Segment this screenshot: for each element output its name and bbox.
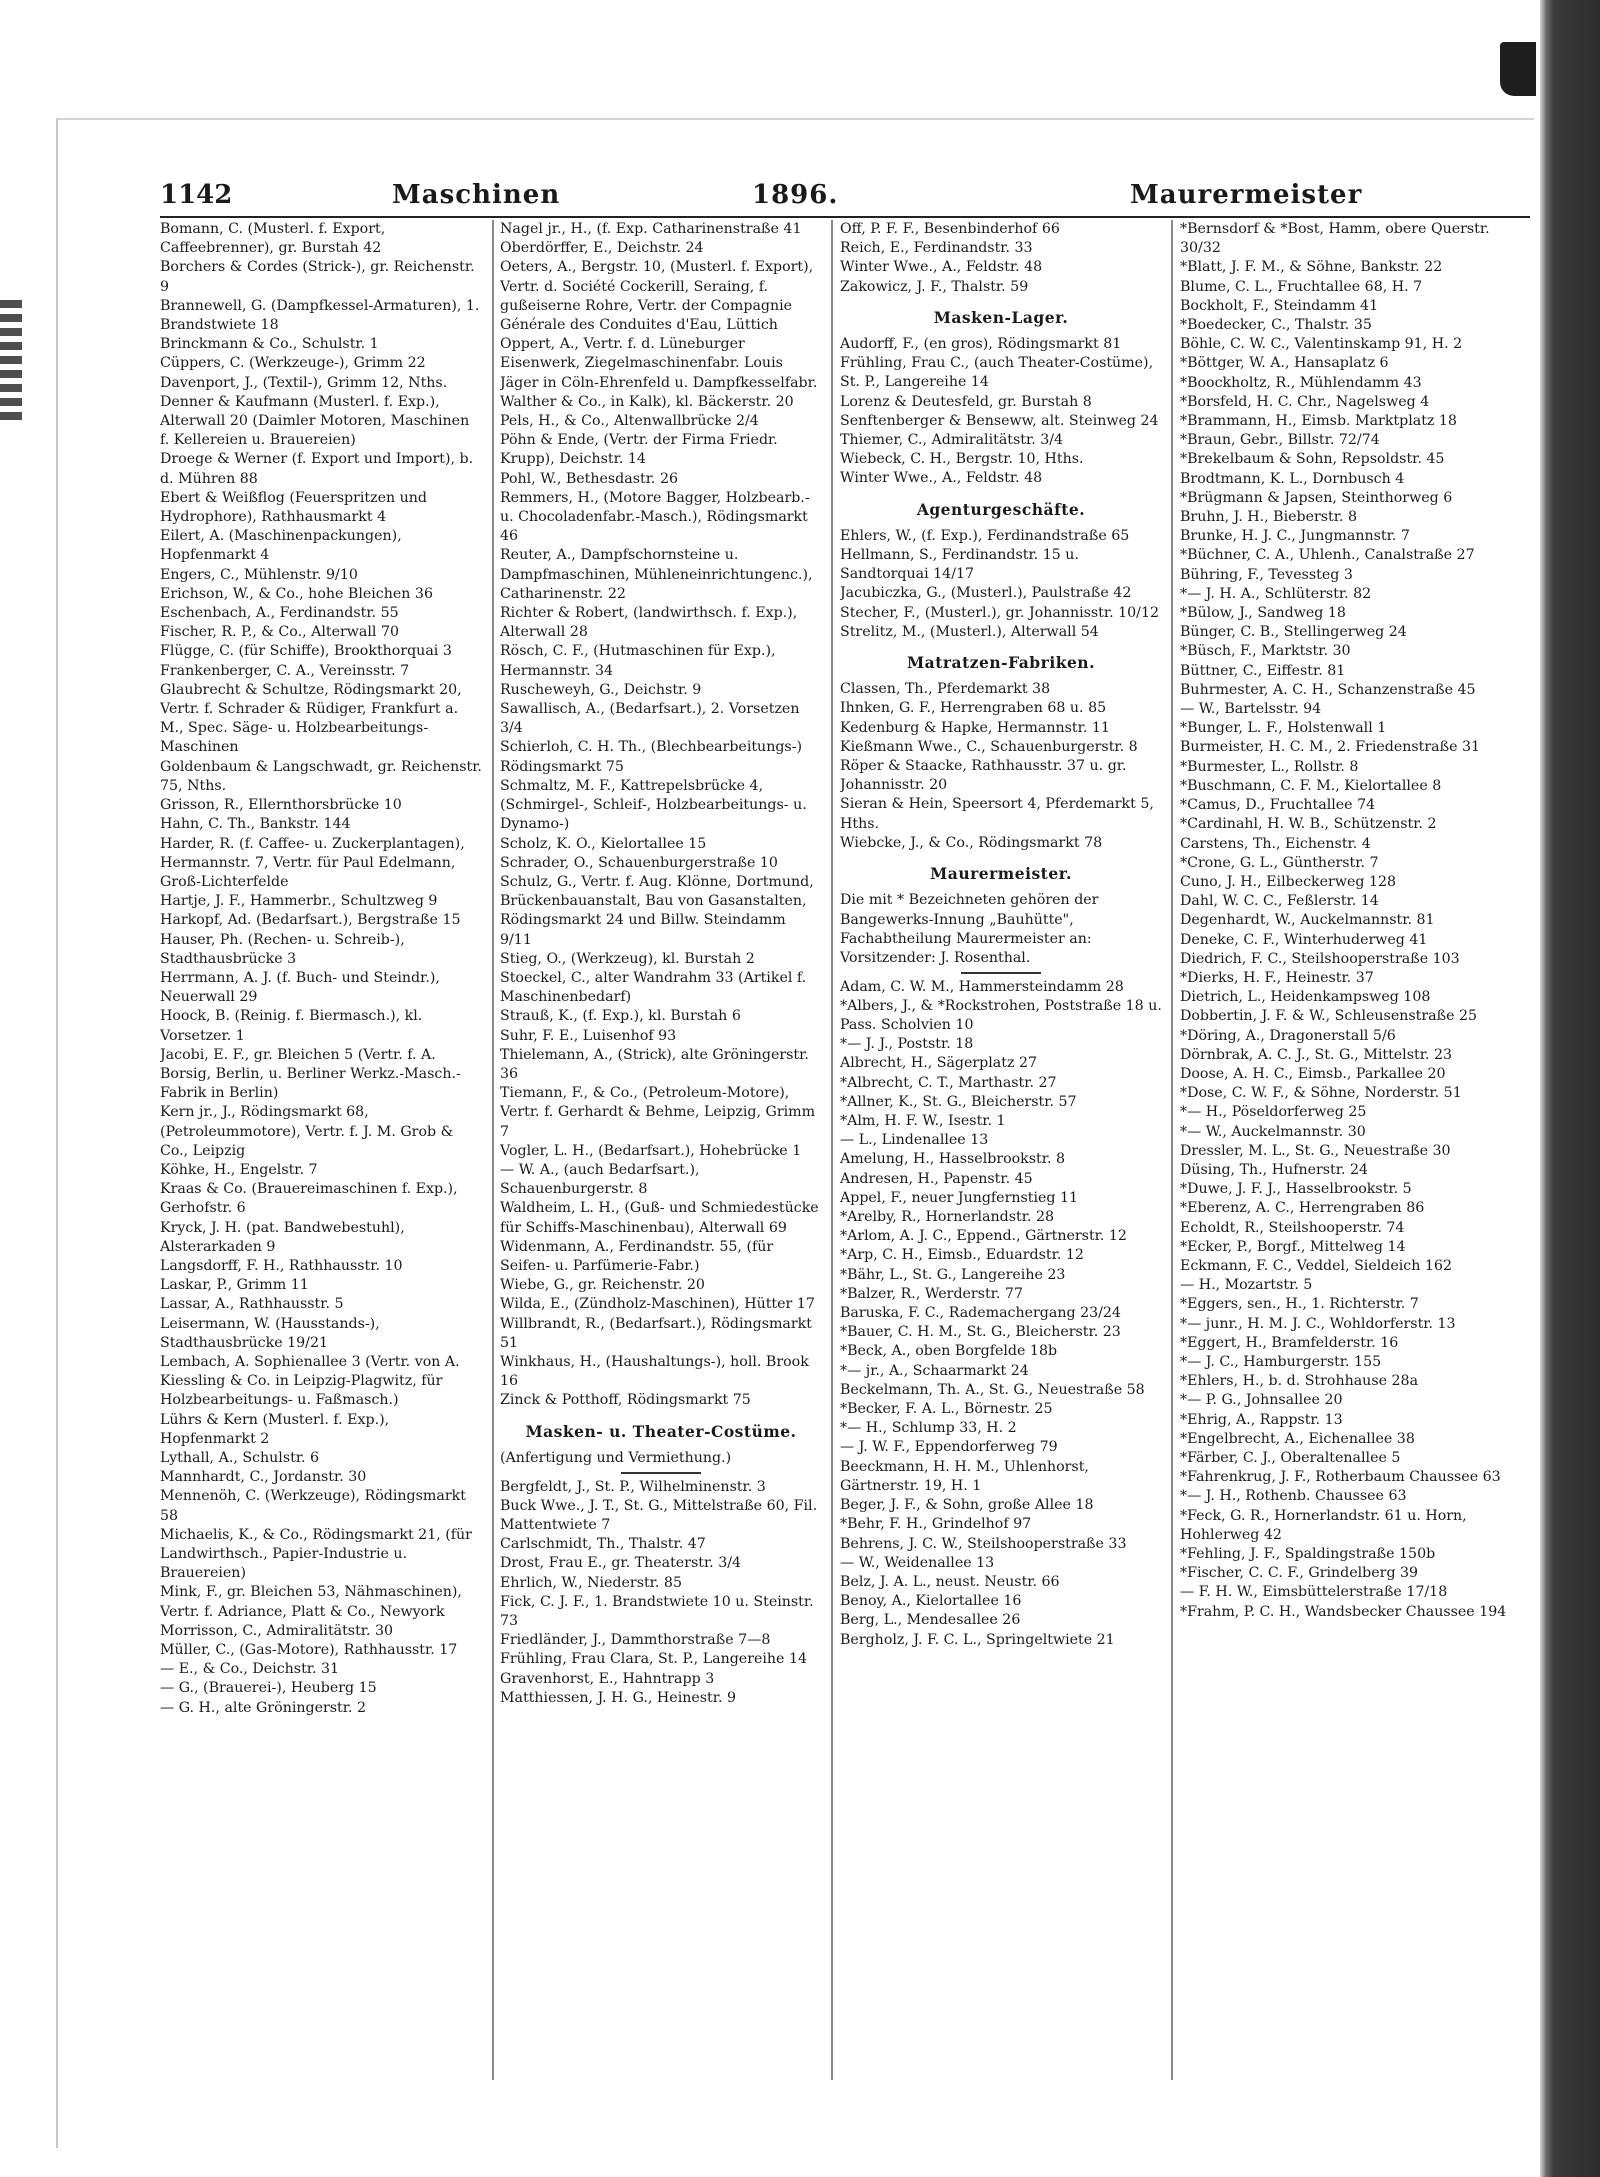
page-header bbox=[160, 180, 1530, 216]
directory-entry: *Ehlers, H., b. d. Strohhause 28a bbox=[1180, 1373, 1419, 1390]
directory-entry: Scholz, K. O., Kielortallee 15 bbox=[500, 835, 707, 852]
directory-entry: Albrecht, H., Sägerplatz 27 bbox=[840, 1055, 1038, 1072]
directory-entry: Büttner, C., Eiffestr. 81 bbox=[1180, 662, 1346, 679]
directory-entry: Brodtmann, K. L., Dornbusch 4 bbox=[1180, 470, 1405, 487]
directory-entry: *— J. C., Hamburgerstr. 155 bbox=[1180, 1353, 1382, 1370]
directory-entry: Bergholz, J. F. C. L., Springeltwiete 21 bbox=[840, 1631, 1115, 1648]
directory-entry: Frankenberger, C. A., Vereinsstr. 7 bbox=[160, 662, 410, 679]
directory-entry: *Arp, C. H., Eimsb., Eduardstr. 12 bbox=[840, 1247, 1084, 1264]
directory-entry: Müller, C., (Gas-Motore), Rathhausstr. 17 bbox=[160, 1642, 458, 1659]
directory-entry: *Engelbrecht, A., Eichenallee 38 bbox=[1180, 1430, 1415, 1447]
directory-entry: *— W., Auckelmannstr. 30 bbox=[1180, 1123, 1366, 1140]
directory-entry: Dörnbrak, A. C. J., St. G., Mittelstr. 23 bbox=[1180, 1046, 1452, 1063]
right-running-head: Maurermeister bbox=[1130, 180, 1363, 210]
directory-entry: *Arlom, A. J. C., Eppend., Gärtnerstr. 12 bbox=[840, 1228, 1127, 1245]
directory-entry: Ehrlich, W., Niederstr. 85 bbox=[500, 1574, 682, 1591]
directory-entry: *— P. G., Johnsallee 20 bbox=[1180, 1392, 1343, 1409]
directory-entry: — W. A., (auch Bedarfsart.), Schauenburgerstr. 8 bbox=[500, 1161, 700, 1198]
directory-entry: Andresen, H., Papenstr. 45 bbox=[840, 1170, 1033, 1187]
directory-entry: *Bauer, C. H. M., St. G., Bleicherstr. 23 bbox=[840, 1324, 1121, 1341]
directory-entry: Echoldt, R., Steilshooperstr. 74 bbox=[1180, 1219, 1405, 1236]
directory-entry: *Alm, H. F. W., Isestr. 1 bbox=[840, 1113, 1006, 1130]
column-1 bbox=[160, 220, 482, 2080]
directory-entry: Flügge, C. (für Schiffe), Brookthorquai 3 bbox=[160, 643, 452, 660]
directory-entry: Behrens, J. C. W., Steilshooperstraße 33 bbox=[840, 1535, 1127, 1552]
directory-entry: *Dierks, H. F., Heinestr. 37 bbox=[1180, 969, 1374, 986]
directory-entry: Glaubrecht & Schultze, Rödingsmarkt 20, Vertr. f. Schrader & Rüdiger, Frankfurt a. M., Spec. Säge- u. Holzbearbeitungs-Maschinen bbox=[160, 681, 462, 756]
directory-entry: Eschenbach, A., Ferdinandstr. 55 bbox=[160, 605, 399, 622]
directory-entry: Pohl, W., Bethesdastr. 26 bbox=[500, 470, 678, 487]
scan-corner-shadow bbox=[1500, 42, 1536, 96]
directory-entry: Schierloh, C. H. Th., (Blechbearbeitungs-) Rödingsmarkt 75 bbox=[500, 739, 803, 775]
directory-entry: Drost, Frau E., gr. Theaterstr. 3/4 bbox=[500, 1555, 742, 1572]
section-rule bbox=[961, 972, 1041, 974]
directory-entry: *Behr, F. H., Grindelhof 97 bbox=[840, 1516, 1032, 1533]
section-rule bbox=[621, 1472, 701, 1474]
directory-entry: Pels, H., & Co., Altenwallbrücke 2/4 bbox=[500, 413, 759, 430]
directory-entry: *Dose, C. W. F., & Söhne, Norderstr. 51 bbox=[1180, 1085, 1462, 1102]
directory-entry: Goldenbaum & Langschwadt, gr. Reichenstr. 75, Nths. bbox=[160, 758, 482, 794]
directory-entry: *Büsch, F., Marktstr. 30 bbox=[1180, 643, 1351, 660]
column-divider bbox=[831, 220, 833, 2080]
section-note: Die mit * Bezeichneten gehören der Bangewerks-Innung „Bauhütte", Fachabtheilung Maurermeister an: Vorsitzender: J. Rosenthal. bbox=[840, 892, 1099, 966]
directory-entry: Wilda, E., (Zündholz-Maschinen), Hütter 17 bbox=[500, 1296, 815, 1313]
directory-entry: Gravenhorst, E., Hahntrapp 3 bbox=[500, 1670, 715, 1687]
directory-entry: *Eggert, H., Bramfelderstr. 16 bbox=[1180, 1334, 1399, 1351]
directory-entry: Sawallisch, A., (Bedarfsart.), 2. Vorsetzen 3/4 bbox=[500, 701, 800, 737]
directory-entry: *Braun, Gebr., Billstr. 72/74 bbox=[1180, 432, 1380, 449]
directory-entry: Hellmann, S., Ferdinandstr. 15 u. Sandtorquai 14/17 bbox=[840, 547, 1079, 583]
directory-entry: — L., Lindenallee 13 bbox=[840, 1132, 989, 1149]
directory-entry: Winter Wwe., A., Feldstr. 48 bbox=[840, 470, 1043, 487]
directory-entry: *— H., Pöseldorferweg 25 bbox=[1180, 1104, 1367, 1121]
directory-entry: Harder, R. (f. Caffee- u. Zuckerplantagen), Hermannstr. 7, Vertr. für Paul Edelmann, Groß-Lichterfelde bbox=[160, 835, 465, 890]
directory-entry: Hartje, J. F., Hammerbr., Schultzweg 9 bbox=[160, 893, 438, 910]
directory-entry: Oberdörffer, E., Deichstr. 24 bbox=[500, 240, 704, 257]
directory-entry: Strelitz, M., (Musterl.), Alterwall 54 bbox=[840, 623, 1099, 640]
directory-entry: Wiebe, G., gr. Reichenstr. 20 bbox=[500, 1277, 705, 1294]
directory-entry: Mink, F., gr. Bleichen 53, Nähmaschinen), Vertr. f. Adriance, Platt & Co., Newyork bbox=[160, 1584, 462, 1620]
directory-entry: Cüppers, C. (Werkzeuge-), Grimm 22 bbox=[160, 355, 426, 372]
directory-entry: Dressler, M. L., St. G., Neuestraße 30 bbox=[1180, 1142, 1451, 1159]
directory-entry: Erichson, W., & Co., hohe Bleichen 36 bbox=[160, 585, 433, 602]
directory-entry: Audorff, F., (en gros), Rödingsmarkt 81 bbox=[840, 336, 1122, 353]
directory-entry: Brinckmann & Co., Schulstr. 1 bbox=[160, 336, 379, 353]
directory-entry: *Burmester, L., Rollstr. 8 bbox=[1180, 758, 1359, 775]
directory-entry: *Beck, A., oben Borgfelde 18b bbox=[840, 1343, 1058, 1360]
directory-entry: — W., Weidenallee 13 bbox=[840, 1554, 995, 1571]
directory-entry: Hahn, C. Th., Bankstr. 144 bbox=[160, 816, 351, 833]
directory-entry: Willbrandt, R., (Bedarfsart.), Rödingsmarkt 51 bbox=[500, 1315, 812, 1351]
directory-entry: Schmaltz, M. F., Kattrepelsbrücke 4, (Schmirgel-, Schleif-, Holzbearbeitungs- u. Dynamo-) bbox=[500, 777, 807, 833]
directory-entry: Engers, C., Mühlenstr. 9/10 bbox=[160, 566, 358, 583]
directory-entry: Zinck & Potthoff, Rödingsmarkt 75 bbox=[500, 1392, 751, 1409]
directory-entry: Stoeckel, C., alter Wandrahm 33 (Artikel f. Maschinenbedarf) bbox=[500, 969, 807, 1006]
directory-entry: *Brekelbaum & Sohn, Repsoldstr. 45 bbox=[1180, 451, 1445, 468]
directory-entry: *Balzer, R., Werderstr. 77 bbox=[840, 1285, 1023, 1302]
directory-entry: — G. H., alte Gröningerstr. 2 bbox=[160, 1699, 367, 1716]
directory-entry: Mannhardt, C., Jordanstr. 30 bbox=[160, 1469, 367, 1486]
directory-entry: Bühring, F., Tevessteg 3 bbox=[1180, 566, 1353, 583]
directory-entry: *Crone, G. L., Güntherstr. 7 bbox=[1180, 854, 1379, 871]
directory-entry: *Feck, G. R., Hornerlandstr. 61 u. Horn, Hohlerweg 42 bbox=[1180, 1507, 1467, 1543]
directory-entry: Oeters, A., Bergstr. 10, (Musterl. f. Export), Vertr. d. Société Cockerill, Seraing, f. gußeiserne Rohre, Vertr. der Compagnie Générale des Conduites d'Eau, Lüttich bbox=[500, 259, 814, 334]
directory-entry: Droege & Werner (f. Export und Import), b. d. Mühren 88 bbox=[160, 451, 474, 487]
directory-entry: Kryck, J. H. (pat. Bandwebestuhl), Alsterarkaden 9 bbox=[160, 1219, 405, 1255]
directory-entry: Nagel jr., H., (f. Exp. Catharinenstraße 41 bbox=[500, 221, 802, 237]
left-running-head: Maschinen bbox=[392, 180, 561, 210]
directory-entry: Köhke, H., Engelstr. 7 bbox=[160, 1161, 318, 1178]
directory-entry: *Borsfeld, H. C. Chr., Nagelsweg 4 bbox=[1180, 393, 1430, 410]
directory-entry: *— J. H. A., Schlüterstr. 82 bbox=[1180, 585, 1372, 602]
directory-entry: Dobbertin, J. F. & W., Schleusenstraße 25 bbox=[1180, 1008, 1478, 1025]
directory-entry: Grisson, R., Ellernthorsbrücke 10 bbox=[160, 797, 402, 814]
directory-entry: Lembach, A. Sophienallee 3 (Vertr. von A. Kiessling & Co. in Leipzig-Plagwitz, für Holzbearbeitungs- u. Faßmasch.) bbox=[160, 1353, 460, 1409]
directory-entry: Lythall, A., Schulstr. 6 bbox=[160, 1450, 320, 1466]
directory-entry: Buhrmester, A. C. H., Schanzenstraße 45 bbox=[1180, 681, 1476, 698]
directory-entry: Winkhaus, H., (Haushaltungs-), holl. Brook 16 bbox=[500, 1353, 809, 1390]
directory-entry: Tiemann, F., & Co., (Petroleum-Motore), Vertr. f. Gerhardt & Behme, Leipzig, Grimm 7 bbox=[500, 1085, 816, 1140]
directory-entry: — F. H. W., Eimsbüttelerstraße 17/18 bbox=[1180, 1584, 1448, 1601]
directory-entry: *Fahrenkrug, J. F., Rotherbaum Chaussee 63 bbox=[1180, 1469, 1501, 1486]
directory-entry: Suhr, F. E., Luisenhof 93 bbox=[500, 1027, 677, 1044]
directory-entry: Davenport, J., (Textil-), Grimm 12, Nths. bbox=[160, 374, 448, 391]
directory-entry: Beeckmann, H. H. M., Uhlenhorst, Gärtnerstr. 19, H. 1 bbox=[840, 1458, 1089, 1494]
directory-entry: *Färber, C. J., Oberaltenallee 5 bbox=[1180, 1450, 1401, 1466]
directory-entry: Classen, Th., Pferdemarkt 38 bbox=[840, 681, 1051, 698]
directory-entry: Fick, C. J. F., 1. Brandstwiete 10 u. Steinstr. 73 bbox=[500, 1593, 814, 1629]
directory-entry: *Fehling, J. F., Spaldingstraße 150b bbox=[1180, 1546, 1436, 1563]
directory-entry: Carlschmidt, Th., Thalstr. 47 bbox=[500, 1536, 706, 1553]
column-3 bbox=[840, 220, 1162, 2080]
directory-entry: *Duwe, J. F. J., Hasselbrookstr. 5 bbox=[1180, 1181, 1412, 1198]
directory-entry: Reuter, A., Dampfschornsteine u. Dampfmaschinen, Mühleneinrichtungenc.), Catharinenstr. 22 bbox=[500, 547, 813, 602]
directory-entry: Wiebeck, C. H., Bergstr. 10, Hths. bbox=[840, 451, 1084, 468]
section-note: (Anfertigung und Vermiethung.) bbox=[500, 1449, 732, 1466]
directory-entry: Stieg, O., (Werkzeug), kl. Burstah 2 bbox=[500, 950, 755, 967]
directory-entry: Belz, J. A. L., neust. Neustr. 66 bbox=[840, 1573, 1060, 1590]
directory-entry: Baruska, F. C., Rademachergang 23/24 bbox=[840, 1305, 1121, 1322]
directory-entry: *Albrecht, C. T., Marthastr. 27 bbox=[840, 1074, 1057, 1091]
section-heading: Maurermeister. bbox=[930, 864, 1072, 884]
directory-entry: Hauser, Ph. (Rechen- u. Schreib-), Stadthausbrücke 3 bbox=[160, 931, 405, 967]
directory-entry: Brunke, H. J. C., Jungmannstr. 7 bbox=[1180, 528, 1410, 545]
directory-entry: *Becker, F. A. L., Börnestr. 25 bbox=[840, 1401, 1053, 1418]
margin-mark bbox=[0, 300, 22, 420]
column-divider bbox=[1171, 220, 1173, 2080]
directory-entry: Zakowicz, J. F., Thalstr. 59 bbox=[840, 278, 1029, 295]
directory-entry: Berg, L., Mendesallee 26 bbox=[840, 1612, 1021, 1629]
directory-entry: Herrmann, A. J. (f. Buch- und Steindr.), Neuerwall 29 bbox=[160, 969, 440, 1006]
directory-page bbox=[160, 180, 1530, 2080]
directory-entry: Ruscheweyh, G., Deichstr. 9 bbox=[500, 681, 702, 698]
directory-entry: Langsdorff, F. H., Rathhausstr. 10 bbox=[160, 1257, 403, 1274]
directory-entry: Dahl, W. C. C., Feßlerstr. 14 bbox=[1180, 893, 1379, 910]
directory-entry: Kedenburg & Hapke, Hermannstr. 11 bbox=[840, 719, 1110, 736]
directory-entry: Beckelmann, Th. A., St. G., Neuestraße 58 bbox=[840, 1381, 1145, 1398]
directory-entry: *— jr., A., Schaarmarkt 24 bbox=[840, 1362, 1029, 1379]
directory-entry: Blume, C. L., Fruchtallee 68, H. 7 bbox=[1180, 278, 1423, 295]
directory-entry: *Albers, J., & *Rockstrohen, Poststraße 18 u. Pass. Scholvien 10 bbox=[840, 997, 1162, 1034]
directory-entry: Diedrich, F. C., Steilshooperstraße 103 bbox=[1180, 950, 1460, 967]
directory-entry: Frühling, Frau Clara, St. P., Langereihe 14 bbox=[500, 1651, 808, 1668]
directory-entry: Cuno, J. H., Eilbeckerweg 128 bbox=[1180, 873, 1397, 890]
directory-entry: *Cardinahl, H. W. B., Schützenstr. 2 bbox=[1180, 816, 1437, 833]
directory-entry: — G., (Brauerei-), Heuberg 15 bbox=[160, 1680, 377, 1697]
directory-entry: Off, P. F. F., Besenbinderhof 66 bbox=[840, 221, 1060, 237]
directory-entry: Adam, C. W. M., Hammersteindamm 28 bbox=[840, 978, 1124, 995]
section-heading: Masken-Lager. bbox=[933, 307, 1069, 327]
directory-entry: Stecher, F., (Musterl.), gr. Johannisstr. 10/12 bbox=[840, 604, 1160, 621]
directory-entry: *Fischer, C. C. F., Grindelberg 39 bbox=[1180, 1565, 1419, 1582]
directory-entry: Friedländer, J., Dammthorstraße 7—8 bbox=[500, 1632, 771, 1649]
directory-entry: *Boedecker, C., Thalstr. 35 bbox=[1180, 317, 1372, 334]
directory-entry: Hoock, B. (Reinig. f. Biermasch.), kl. Vorsetzer. 1 bbox=[160, 1008, 423, 1044]
directory-entry: Frühling, Frau C., (auch Theater-Costüme), St. P., Langereihe 14 bbox=[840, 355, 1154, 391]
directory-entry: Leisermann, W. (Hausstands-), Stadthausbrücke 19/21 bbox=[160, 1315, 380, 1351]
directory-entry: Deneke, C. F., Winterhuderweg 41 bbox=[1180, 931, 1428, 948]
directory-entry: Benoy, A., Kielortallee 16 bbox=[840, 1593, 1022, 1610]
year-heading: 1896. bbox=[752, 180, 839, 210]
directory-entry: Kießmann Wwe., C., Schauenburgerstr. 8 bbox=[840, 738, 1138, 755]
directory-entry: — J. W. F., Eppendorferweg 79 bbox=[840, 1439, 1058, 1456]
directory-entry: Buck Wwe., J. T., St. G., Mittelstraße 60, Fil. Mattentwiete 7 bbox=[500, 1497, 818, 1533]
directory-entry: Ehlers, W., (f. Exp.), Ferdinandstraße 65 bbox=[840, 527, 1130, 544]
directory-entry: Senftenberger & Benseww, alt. Steinweg 24 bbox=[840, 412, 1159, 429]
directory-entry: *Arelby, R., Hornerlandstr. 28 bbox=[840, 1209, 1055, 1226]
directory-entry: *Brammann, H., Eimsb. Marktplatz 18 bbox=[1180, 413, 1457, 430]
directory-entry: Fischer, R. P., & Co., Alterwall 70 bbox=[160, 624, 400, 641]
directory-entry: *Bernsdorf & *Bost, Hamm, obere Querstr. 30/32 bbox=[1180, 221, 1490, 257]
directory-entry: Pöhn & Ende, (Vertr. der Firma Friedr. Krupp), Deichstr. 14 bbox=[500, 432, 778, 468]
directory-entry: Morrisson, C., Admiralitätstr. 30 bbox=[160, 1622, 394, 1639]
directory-entry: Burmeister, H. C. M., 2. Friedenstraße 31 bbox=[1180, 739, 1481, 756]
directory-entry: Laskar, P., Grimm 11 bbox=[160, 1277, 309, 1294]
directory-entry: Lorenz & Deutesfeld, gr. Burstah 8 bbox=[840, 393, 1092, 410]
directory-entry: Schulz, G., Vertr. f. Aug. Klönne, Dortmund, Brückenbauanstalt, Bau von Gasanstalten, Rödingsmarkt 24 und Billw. Steindamm 9/11 bbox=[500, 873, 814, 948]
directory-entry: Appel, F., neuer Jungfernstieg 11 bbox=[840, 1189, 1079, 1206]
directory-entry: *Ehrig, A., Rappstr. 13 bbox=[1180, 1411, 1343, 1428]
directory-entry: *Boockholtz, R., Mühlendamm 43 bbox=[1180, 374, 1422, 391]
directory-entry: *Eggers, sen., H., 1. Richterstr. 7 bbox=[1180, 1296, 1419, 1313]
directory-entry: *Buschmann, C. F. M., Kielortallee 8 bbox=[1180, 777, 1442, 794]
directory-entry: Sieran & Hein, Speersort 4, Pferdemarkt 5, Hths. bbox=[840, 796, 1154, 832]
directory-entry: *— junr., H. M. J. C., Wohldorferstr. 13 bbox=[1180, 1315, 1456, 1332]
directory-entry: *Bähr, L., St. G., Langereihe 23 bbox=[840, 1266, 1066, 1283]
directory-entry: Borchers & Cordes (Strick-), gr. Reichenstr. 9 bbox=[160, 259, 475, 295]
directory-entry: Carstens, Th., Eichenstr. 4 bbox=[1180, 835, 1371, 852]
directory-entry: *— H., Schlump 33, H. 2 bbox=[840, 1420, 1017, 1437]
directory-entry: Röper & Staacke, Rathhausstr. 37 u. gr. Johannisstr. 20 bbox=[840, 758, 1127, 794]
directory-entry: *Bunger, L. F., Holstenwall 1 bbox=[1180, 720, 1387, 737]
directory-entry: *— J. J., Poststr. 18 bbox=[840, 1036, 974, 1053]
directory-entry: Brannewell, G. (Dampfkessel-Armaturen), 1. Brandstwiete 18 bbox=[160, 297, 480, 334]
directory-entry: Strauß, K., (f. Exp.), kl. Burstah 6 bbox=[500, 1008, 741, 1025]
directory-entry: — W., Bartelsstr. 94 bbox=[1180, 701, 1322, 718]
directory-entry: Bomann, C. (Musterl. f. Export, Caffeebrenner), gr. Burstah 42 bbox=[160, 221, 386, 257]
directory-entry: Thiemer, C., Admiralitätstr. 3/4 bbox=[840, 432, 1064, 449]
directory-entry: *Böttger, W. A., Hansaplatz 6 bbox=[1180, 355, 1389, 372]
directory-entry: Thielemann, A., (Strick), alte Gröningerstr. 36 bbox=[500, 1046, 809, 1082]
directory-entry: *Ecker, P., Borgf., Mittelweg 14 bbox=[1180, 1238, 1406, 1255]
subsection-heading: Agenturgeschäfte. bbox=[916, 499, 1086, 519]
directory-entry: Böhle, C. W. C., Valentinskamp 91, H. 2 bbox=[1180, 336, 1463, 353]
directory-entry: Jacobi, E. F., gr. Bleichen 5 (Vertr. f. A. Borsig, Berlin, u. Berliner Werkz.-Masch.-Fabrik in Berlin) bbox=[160, 1046, 461, 1102]
directory-entry: Vogler, L. H., (Bedarfsart.), Hohebrücke 1 bbox=[500, 1142, 802, 1159]
directory-entry: Amelung, H., Hasselbrookstr. 8 bbox=[840, 1151, 1066, 1168]
directory-entry: *Frahm, P. C. H., Wandsbecker Chaussee 194 bbox=[1180, 1603, 1507, 1620]
directory-entry: Waldheim, L. H., (Guß- und Schmiedestücke für Schiffs-Maschinenbau), Alterwall 69 bbox=[500, 1200, 819, 1236]
directory-entry: Bergfeldt, J., St. P., Wilhelminenstr. 3 bbox=[500, 1478, 766, 1495]
directory-entry: — H., Mozartstr. 5 bbox=[1180, 1277, 1313, 1294]
directory-entry: *Eberenz, A. C., Herrengraben 86 bbox=[1180, 1200, 1425, 1217]
directory-entry: Eilert, A. (Maschinenpackungen), Hopfenmarkt 4 bbox=[160, 528, 402, 564]
directory-entry: Harkopf, Ad. (Bedarfsart.), Bergstraße 15 bbox=[160, 912, 461, 929]
directory-entry: Schrader, O., Schauenburgerstraße 10 bbox=[500, 854, 778, 871]
directory-entry: Jacubiczka, G., (Musterl.), Paulstraße 42 bbox=[840, 585, 1132, 602]
directory-entry: Kern jr., J., Rödingsmarkt 68, (Petroleummotore), Vertr. f. J. M. Grob & Co., Leipzig bbox=[160, 1104, 454, 1159]
page-number: 1142 bbox=[160, 180, 233, 210]
section-heading: Matratzen-Fabriken. bbox=[907, 653, 1095, 673]
directory-entry: Dietrich, L., Heidenkampsweg 108 bbox=[1180, 989, 1431, 1006]
directory-entry: *Döring, A., Dragonerstall 5/6 bbox=[1180, 1027, 1396, 1044]
directory-entry: *Allner, K., St. G., Bleicherstr. 57 bbox=[840, 1093, 1077, 1110]
directory-entry: Rösch, C. F., (Hutmaschinen für Exp.), Hermannstr. 34 bbox=[500, 643, 776, 679]
directory-entry: Wiebcke, J., & Co., Rödingsmarkt 78 bbox=[840, 834, 1103, 851]
directory-entry: Doose, A. H. C., Eimsb., Parkallee 20 bbox=[1180, 1065, 1446, 1082]
scan-binding-edge bbox=[1540, 0, 1600, 2177]
directory-entry: Kraas & Co. (Brauereimaschinen f. Exp.), Gerhofstr. 6 bbox=[160, 1181, 458, 1217]
directory-entry: Bockholt, F., Steindamm 41 bbox=[1180, 297, 1379, 314]
directory-entry: Degenhardt, W., Auckelmannstr. 81 bbox=[1180, 912, 1435, 929]
column-2 bbox=[500, 220, 822, 2080]
directory-entry: Richter & Robert, (landwirthsch. f. Exp.), Alterwall 28 bbox=[500, 605, 798, 641]
section-heading: Masken- u. Theater-Costüme. bbox=[525, 1421, 797, 1441]
directory-entry: Winter Wwe., A., Feldstr. 48 bbox=[840, 259, 1043, 276]
directory-entry: *Camus, D., Fruchtallee 74 bbox=[1180, 797, 1376, 814]
directory-entry: Widenmann, A., Ferdinandstr. 55, (für Seifen- u. Parfümerie-Fabr.) bbox=[500, 1238, 774, 1274]
directory-entry: Michaelis, K., & Co., Rödingsmarkt 21, (für Landwirthsch., Papier-Industrie u. Brauereien) bbox=[160, 1526, 472, 1582]
column-divider bbox=[492, 220, 494, 2080]
directory-entry: *Bülow, J., Sandweg 18 bbox=[1180, 605, 1346, 622]
directory-entry: *Büchner, C. A., Uhlenh., Canalstraße 27 bbox=[1180, 547, 1475, 564]
directory-entry: Lührs & Kern (Musterl. f. Exp.), Hopfenmarkt 2 bbox=[160, 1411, 390, 1447]
directory-entry: Remmers, H., (Motore Bagger, Holzbearb.- u. Chocoladenfabr.-Masch.), Rödingsmarkt 46 bbox=[500, 489, 810, 545]
directory-entry: Oppert, A., Vertr. f. d. Lüneburger Eisenwerk, Ziegelmaschinenfabr. Louis Jäger in Cöln-Ehrenfeld u. Dampfkesselfabr. Walther & Co., in Kalk), kl. Bäckerstr. 20 bbox=[500, 336, 818, 410]
directory-entry: Eckmann, F. C., Veddel, Sieldeich 162 bbox=[1180, 1257, 1452, 1274]
directory-entry: Ihnken, G. F., Herrengraben 68 u. 85 bbox=[840, 700, 1107, 717]
directory-entry: Mennenöh, C. (Werkzeuge), Rödingsmarkt 58 bbox=[160, 1488, 466, 1524]
directory-entry: *Blatt, J. F. M., & Söhne, Bankstr. 22 bbox=[1180, 259, 1443, 276]
directory-entry: Reich, E., Ferdinandstr. 33 bbox=[840, 240, 1033, 257]
directory-entry: Düsing, Th., Hufnerstr. 24 bbox=[1180, 1161, 1369, 1178]
directory-entry: Bünger, C. B., Stellingerweg 24 bbox=[1180, 624, 1407, 641]
directory-entry: *— J. H., Rothenb. Chaussee 63 bbox=[1180, 1488, 1407, 1505]
directory-entry: — E., & Co., Deichstr. 31 bbox=[160, 1661, 340, 1678]
directory-entry: Bruhn, J. H., Bieberstr. 8 bbox=[1180, 509, 1358, 526]
directory-entry: *Brügmann & Japsen, Steinthorweg 6 bbox=[1180, 489, 1453, 506]
header-rule bbox=[160, 216, 1530, 218]
directory-entry: Beger, J. F., & Sohn, große Allee 18 bbox=[840, 1497, 1094, 1514]
directory-entry: Lassar, A., Rathhausstr. 5 bbox=[160, 1296, 344, 1313]
directory-entry: Ebert & Weißflog (Feuerspritzen und Hydrophore), Rathhausmarkt 4 bbox=[160, 489, 427, 526]
directory-entry: Denner & Kaufmann (Musterl. f. Exp.), Alterwall 20 (Daimler Motoren, Maschinen f. Kellereien u. Brauereien) bbox=[160, 393, 470, 449]
column-4 bbox=[1180, 220, 1520, 2080]
directory-entry: Matthiessen, J. H. G., Heinestr. 9 bbox=[500, 1689, 737, 1706]
